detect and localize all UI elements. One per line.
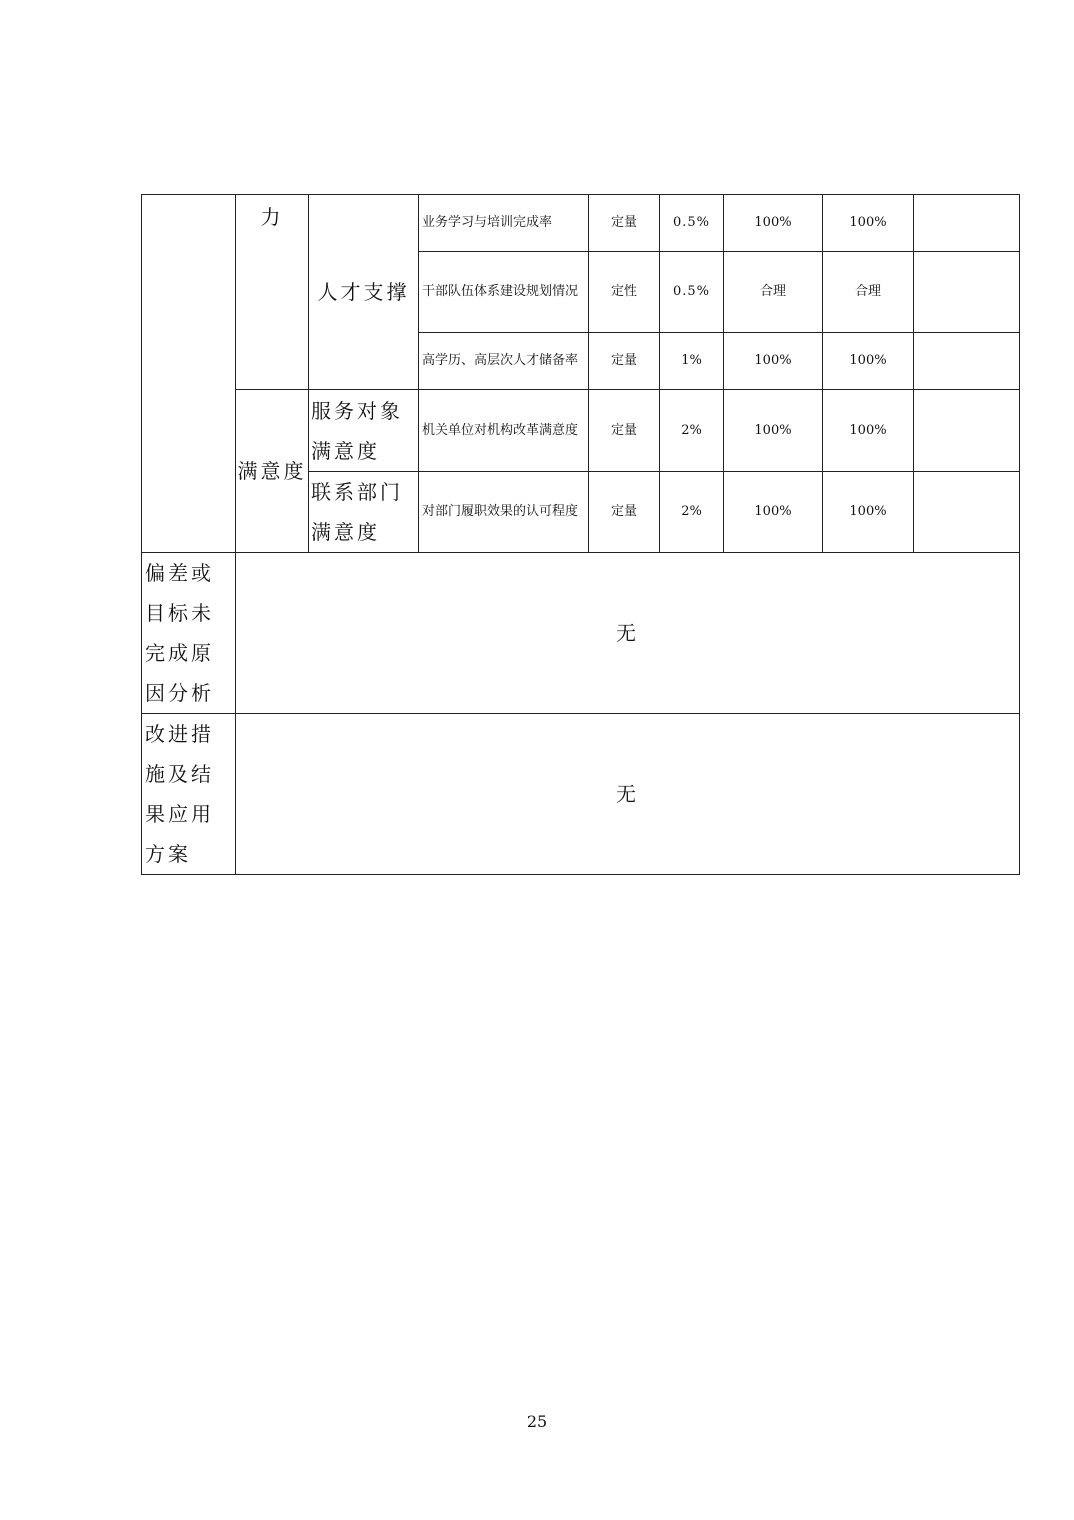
target-cell: 100% bbox=[724, 472, 823, 553]
note-cell bbox=[914, 472, 1020, 553]
weight-cell: 2% bbox=[660, 472, 724, 553]
contact-department-satisfaction-label: 联系部门满意度 bbox=[309, 472, 419, 553]
target-cell: 合理 bbox=[724, 252, 823, 333]
performance-table bbox=[141, 194, 1020, 875]
type-cell: 定量 bbox=[589, 195, 660, 252]
table-row bbox=[142, 553, 1020, 714]
type-cell: 定性 bbox=[589, 252, 660, 333]
target-cell: 100% bbox=[724, 333, 823, 390]
deviation-analysis-value: 无 bbox=[236, 553, 1020, 714]
weight-cell: 2% bbox=[660, 390, 724, 472]
note-cell bbox=[914, 333, 1020, 390]
indicator-cell: 干部队伍体系建设规划情况 bbox=[419, 252, 589, 333]
weight-cell: 0.5% bbox=[660, 195, 724, 252]
satisfaction-label: 满意度 bbox=[236, 390, 309, 553]
indicator-cell: 业务学习与培训完成率 bbox=[419, 195, 589, 252]
weight-cell: 0.5% bbox=[660, 252, 724, 333]
target-cell: 100% bbox=[724, 195, 823, 252]
table-row bbox=[142, 390, 1020, 472]
actual-cell: 100% bbox=[823, 195, 914, 252]
category-cell-continued bbox=[142, 195, 236, 553]
actual-cell: 100% bbox=[823, 390, 914, 472]
indicator-cell: 对部门履职效果的认可程度 bbox=[419, 472, 589, 553]
actual-cell: 合理 bbox=[823, 252, 914, 333]
improvement-plan-value: 无 bbox=[236, 714, 1020, 875]
actual-cell: 100% bbox=[823, 472, 914, 553]
type-cell: 定量 bbox=[589, 472, 660, 553]
indicator-cell: 机关单位对机构改革满意度 bbox=[419, 390, 589, 472]
table-row bbox=[142, 195, 1020, 252]
subcategory-cell-continued: 力 bbox=[236, 195, 309, 390]
indicator-cell: 高学历、高层次人才储备率 bbox=[419, 333, 589, 390]
deviation-analysis-label: 偏差或目标未完成原因分析 bbox=[142, 553, 236, 714]
improvement-plan-label: 改进措施及结果应用方案 bbox=[142, 714, 236, 875]
talent-support-label: 人才支撑 bbox=[309, 195, 419, 390]
note-cell bbox=[914, 252, 1020, 333]
note-cell bbox=[914, 195, 1020, 252]
page-number: 25 bbox=[526, 1412, 548, 1431]
weight-cell: 1% bbox=[660, 333, 724, 390]
type-cell: 定量 bbox=[589, 333, 660, 390]
note-cell bbox=[914, 390, 1020, 472]
actual-cell: 100% bbox=[823, 333, 914, 390]
target-cell: 100% bbox=[724, 390, 823, 472]
type-cell: 定量 bbox=[589, 390, 660, 472]
table-row bbox=[142, 714, 1020, 875]
service-object-satisfaction-label: 服务对象满意度 bbox=[309, 390, 419, 472]
